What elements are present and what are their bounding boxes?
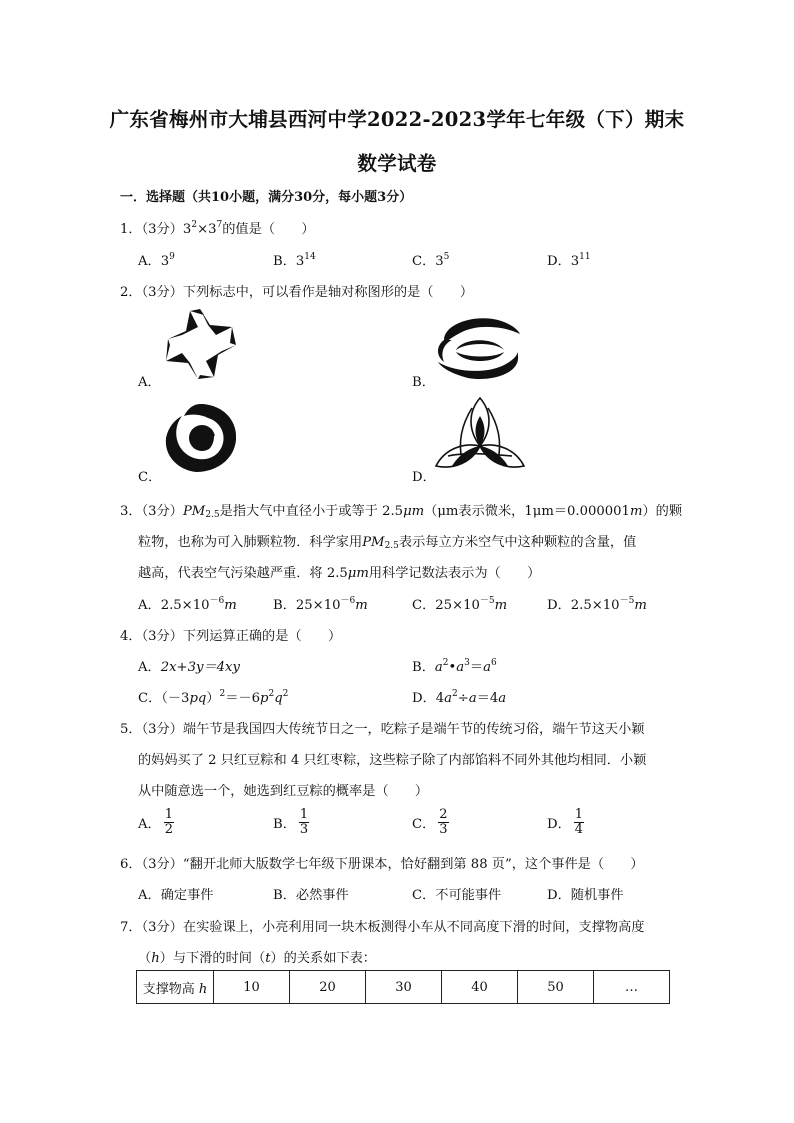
question-5-line3: 从中随意选一个，她选到红豆粽的概率是（ ） [138, 784, 429, 799]
question-5-line2: 的妈妈买了 2 只红豆粽和 4 只红枣粽，这些粽子除了内部馅料不同外其他均相同．小颖 [138, 753, 647, 768]
question-4-option-c: C．$(-3pq)^2=-6p^2q^2$ [138, 689, 289, 706]
question-4-option-a: A．2x+3y＝4xy [138, 660, 240, 675]
question-3-line2: 粒物，也称为可入肺颗粒物．科学家用$PM_{2.5}$表示每立方米空气中这种颗粒的含量，值 [138, 535, 637, 551]
question-6-option-a: A．确定事件 [138, 888, 214, 903]
question-4-option-d: D．$4a^2\div a=4a$ [412, 689, 507, 706]
question-1-stem: 1．（3分）$3^2\times 3^7$的值是（ ） [120, 220, 315, 237]
question-1-option-a: A．$3^9$ [138, 252, 175, 269]
exam-title-line1: 广东省梅州市大埔县西河中学2022-2023学年七年级（下）期末 [109, 108, 685, 131]
table-cell: 10 [214, 971, 290, 1004]
question-1-option-b: B．$3^{14}$ [273, 252, 316, 269]
question-6-stem: 6．（3分）“翻开北师大版数学七年级下册课本，恰好翻到第 88 页”，这个事件是（ ） [120, 857, 644, 872]
table-cell: 50 [518, 971, 594, 1004]
question-5-option-a: A． $\frac{1}{2}$ [138, 807, 173, 837]
question-1-option-c: C．$3^5$ [412, 252, 450, 269]
question-3-option-d: D．$2.5\times 10^{-5}m$ [547, 596, 647, 613]
height-time-table [136, 970, 670, 1004]
question-7-line1: 7．（3分）在实验课上，小亮利用同一块木板测得小车从不同高度下滑的时间，支撑物高度 [120, 920, 645, 935]
question-2-stem: 2．（3分）下列标志中，可以看作是轴对称图形的是（ ） [120, 285, 474, 300]
section-heading: 一．选择题（共10小题，满分30分，每小题3分） [120, 190, 413, 205]
exam-title-line2: 数学试卷 [357, 152, 437, 175]
question-3-line3: 越高，代表空气污染越严重．将 2.5μm用科学记数法表示为（ ） [138, 566, 541, 581]
question-3-option-c: C．$25\times 10^{-5}m$ [412, 596, 508, 613]
question-3-line1: 3．（3分）$PM_{2.5}$是指大气中直径小于或等于 2.5μm（μm表示微米，1μm＝0.000001m）的颗 [120, 504, 683, 520]
question-5-option-b: B． $\frac{1}{3}$ [273, 807, 309, 837]
question-3-option-b: B．$25\times 10^{-6}m$ [273, 596, 368, 613]
table-cell: 20 [290, 971, 366, 1004]
three-petal-logo-icon [432, 394, 528, 478]
table-header-cell: 支撑物高 h [137, 971, 214, 1004]
circle-swirl-logo-icon [160, 400, 240, 476]
star-swirl-logo-icon [160, 305, 240, 383]
question-3-option-a: A．$2.5\times 10^{-6}m$ [138, 596, 237, 613]
question-4-stem: 4．（3分）下列运算正确的是（ ） [120, 629, 342, 644]
question-5-line1: 5．（3分）端午节是我国四大传统节日之一，吃粽子是端午节的传统习俗，端午节这天小颖 [120, 722, 645, 737]
table-cell: 40 [442, 971, 518, 1004]
table-cell: … [594, 971, 670, 1004]
question-6-option-c: C．不可能事件 [412, 888, 502, 903]
question-2-option-c: C． [138, 470, 162, 485]
question-2-option-a: A． [138, 375, 161, 390]
question-5-option-d: D． $\frac{1}{4}$ [547, 807, 584, 837]
question-4-option-b: B．$a^2•a^3=a^6$ [412, 658, 497, 675]
question-6-option-d: D．随机事件 [547, 888, 624, 903]
question-5-option-c: C． $\frac{2}{3}$ [412, 807, 448, 837]
table-cell: 30 [366, 971, 442, 1004]
table-row [137, 971, 670, 1004]
question-6-option-b: B．必然事件 [273, 888, 349, 903]
double-crescent-logo-icon [434, 316, 524, 382]
question-1-option-d: D．$3^{11}$ [547, 252, 591, 269]
question-2-option-d: D． [412, 470, 436, 485]
question-7-line2: （h）与下滑的时间（t）的关系如下表： [138, 951, 376, 966]
question-2-option-b: B． [412, 375, 435, 390]
